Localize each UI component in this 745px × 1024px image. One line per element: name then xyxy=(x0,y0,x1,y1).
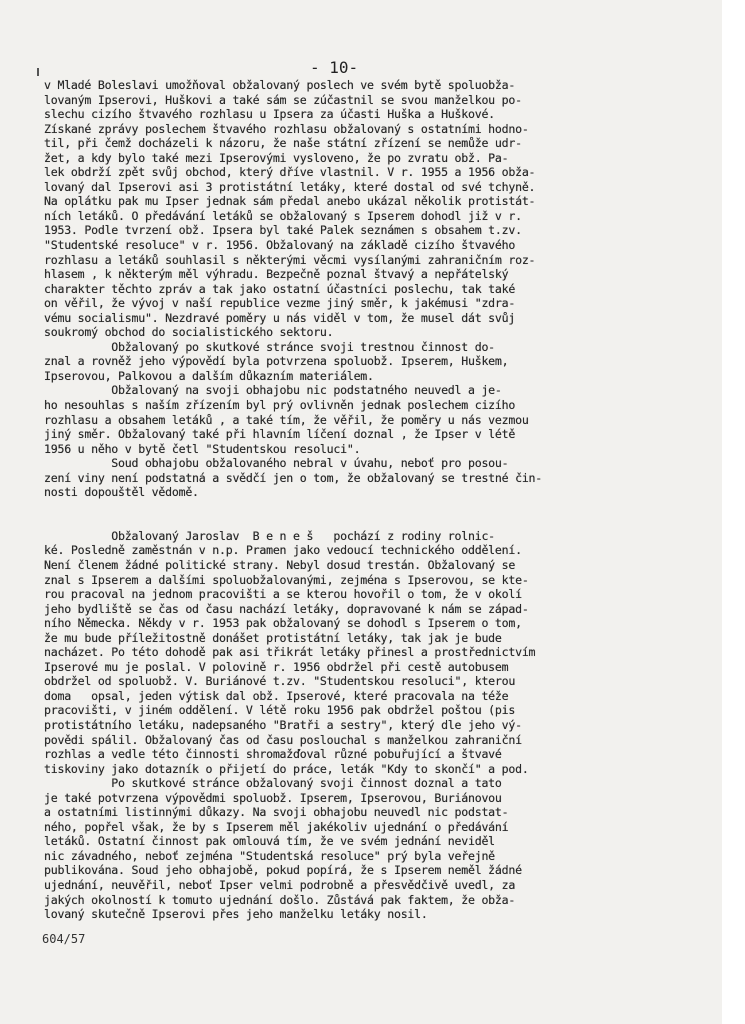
text-line: til, při čemž docházeli k názoru, že naše státní zřízení se nemůže udr- xyxy=(44,136,522,151)
text-line: Obžalovaný Jaroslav B e n e š pochází z rodiny rolnic- xyxy=(44,528,495,543)
text-line: Po skutkové stránce obžalovaný svoji činnost doznal a tato xyxy=(44,776,502,791)
paragraph-3 xyxy=(44,383,704,456)
paragraph-5 xyxy=(44,529,704,776)
text-line: "Studentské resoluce" v r. 1956. Obžalovaný na základě cizího štvavého xyxy=(44,238,516,253)
text-line: tiskoviny jako dotazník o přijetí do práce, leták "Kdy to skončí" a pod. xyxy=(44,761,529,776)
text-line: Ipserovou, Palkovou a dalším důkazním materiálem. xyxy=(44,368,374,383)
text-line: ního Německa. Někdy v r. 1953 pak obžalovaný se dohodl s Ipserem o tom, xyxy=(44,616,522,631)
paragraph-4 xyxy=(44,456,704,500)
scan-margin xyxy=(722,0,745,1024)
text-line: povědi spálil. Obžalovaný čas od času poslouchal s manželkou zahraniční xyxy=(44,732,522,747)
text-line: žet, a kdy bylo také mezi Ipserovými vysloveno, že po zvratu obž. Pa- xyxy=(44,150,509,165)
text-line: Není členem žádné politické strany. Nebyl dosud trestán. Obžalovaný se xyxy=(44,557,516,572)
text-line: vému socialismu". Nezdravé poměry u nás viděl v tom, že musel dát svůj xyxy=(44,310,516,325)
text-line: Obžalovaný po skutkové stránce svoji trestnou činnost do- xyxy=(44,339,495,354)
paragraph-gap xyxy=(44,500,704,529)
text-line: že mu bude příležitostně donášet protistátní letáky, tak jak je bude xyxy=(44,630,502,645)
text-line: rozhlas a vedle této činnosti shromažďoval různé pobuřující a štvavé xyxy=(44,747,502,762)
text-line: ké. Posledně zaměstnán v n.p. Pramen jako vedoucí technického oddělení. xyxy=(44,543,522,558)
file-reference: 604/57 xyxy=(42,932,86,946)
text-line: ho nesouhlas s naším zřízením byl prý ovlivněn jednak poslechem cizího xyxy=(44,398,516,413)
text-line: znal s Ipserem a dalšími spoluobžalovanými, zejména s Ipserovou, se kte- xyxy=(44,572,529,587)
text-line: znal a rovněž jeho výpovědí byla potvrzena spoluobž. Ipserem, Huškem, xyxy=(44,354,509,369)
text-line: obdržel od spoluobž. V. Buriánové t.zv. "Studentskou resoluci", kterou xyxy=(44,674,516,689)
text-line: doma opsal, jeden výtisk dal obž. Ipserové, které pracovala na téže xyxy=(44,688,509,703)
text-line: pracovišti, v jiném oddělení. V létě roku 1956 pak obdržel poštou (pis xyxy=(44,703,516,718)
text-line: publikována. Soud jeho obhajobě, pokud popírá, že s Ipserem neměl žádné xyxy=(44,863,522,878)
margin-mark xyxy=(37,68,39,76)
page-number: - 10- xyxy=(310,58,359,77)
text-line: je také potvrzena výpovědmi spoluobž. Ipserem, Ipserovou, Buriánovou xyxy=(44,790,502,805)
text-line: nic závadného, neboť zejména "Studentská resoluce" prý byla veřejně xyxy=(44,848,495,863)
text-line: rozhlasu a letáků souhlasil s některými věcmi vysílanými zahraničním roz- xyxy=(44,252,536,267)
text-line: hlasem , k některým měl výhradu. Bezpečně poznal štvavý a nepřátelský xyxy=(44,267,509,282)
text-line: jiný směr. Obžalovaný také při hlavním líčení doznal , že Ipser v létě xyxy=(44,427,516,442)
text-line: Obžalovaný na svoji obhajobu nic podstatného neuvedl a je- xyxy=(44,383,502,398)
text-line: letáků. Ostatní činnost pak omlouvá tím, že ve svém jednání neviděl xyxy=(44,834,495,849)
text-line: v Mladé Boleslavi umožňoval obžalovaný poslech ve svém bytě spoluobža- xyxy=(44,78,516,92)
text-line: lek obdrží zpět svůj obchod, který dříve vlastnil. V r. 1955 a 1956 obža- xyxy=(44,165,536,180)
text-line: ních letáků. O předávání letáků se obžalovaný s Ipserem dohodl již v r. xyxy=(44,208,522,223)
text-line: 1956 u něho v bytě četl "Studentskou resoluci". xyxy=(44,441,361,456)
text-line: lovaný dal Ipserovi asi 3 protistátní letáky, které dostal od své tchyně. xyxy=(44,179,536,194)
text-line: slechu cizího štvavého rozhlasu u Ipsera za účasti Huška a Huškové. xyxy=(44,107,495,122)
text-line: Na oplátku pak mu Ipser jednak sám předal anebo ukázal několik protistát- xyxy=(44,194,536,209)
text-line: Soud obhajobu obžalovaného nebral v úvahu, neboť pro posou- xyxy=(44,456,509,471)
document-body xyxy=(44,78,704,922)
text-line: a ostatními listinnými důkazy. Na svoji obhajobu neuvedl nic podstat- xyxy=(44,805,509,820)
text-line: rozhlasu a obsahem letáků , a také tím, že věřil, že poměry u nás vezmou xyxy=(44,412,529,427)
paragraph-1 xyxy=(44,78,704,340)
text-line: ujednání, neuvěřil, neboť Ipser velmi podrobně a přesvědčivě uvedl, za xyxy=(44,877,516,892)
text-line: jeho bydliště se čas od času nachází letáky, dopravované k nám se západ- xyxy=(44,601,529,616)
text-line: nacházet. Po této dohodě pak asi třikrát letáky přinesl a prostřednictvím xyxy=(44,645,536,660)
text-line: protistátního letáku, nadepsaného "Bratři a sestry", který dle jeho vý- xyxy=(44,717,522,732)
text-line: nosti dopouštěl vědomě. xyxy=(44,485,199,500)
text-line: Získané zprávy poslechem štvavého rozhlasu obžalovaný s ostatními hodno- xyxy=(44,121,529,136)
text-line: ného, popřel však, že by s Ipserem měl jakékoliv ujednání o předávání xyxy=(44,819,509,834)
text-line: zení viny není podstatná a svědčí jen o tom, že obžalovaný se trestné čin- xyxy=(44,470,543,485)
text-line: charakter těchto zpráv a tak jako ostatní účastníci poslechu, tak také xyxy=(44,281,516,296)
text-line: soukromý obchod do socialistického sektoru. xyxy=(44,325,334,340)
text-line: lovaný skutečně Ipserovi přes jeho manželku letáky nosil. xyxy=(44,907,428,922)
text-line: jakých okolností k tomuto ujednání došlo. Zůstává pak faktem, že obža- xyxy=(44,892,516,907)
text-line: 1953. Podle tvrzení obž. Ipsera byl také Palek seznámen s obsahem t.zv. xyxy=(44,223,522,238)
text-line: lovaným Ipserovi, Huškovi a také sám se zúčastnil se svou manželkou po- xyxy=(44,92,522,107)
text-line: on věřil, že vývoj v naší republice vezme jiný směr, k jakémusi "zdra- xyxy=(44,296,516,311)
text-line: rou pracoval na jednom pracovišti a se kterou hovořil o tom, že v okolí xyxy=(44,587,522,602)
paragraph-2 xyxy=(44,340,704,384)
paragraph-6 xyxy=(44,776,704,921)
text-line: Ipserové mu je poslal. V polovině r. 1956 obdržel při cestě autobusem xyxy=(44,659,509,674)
